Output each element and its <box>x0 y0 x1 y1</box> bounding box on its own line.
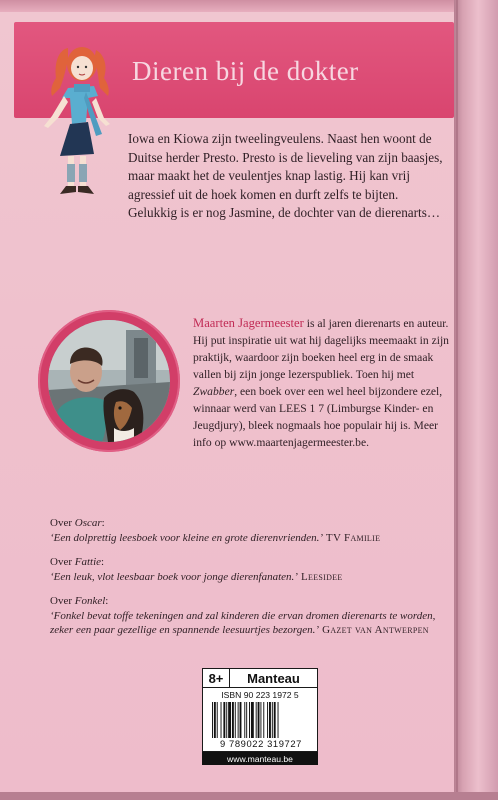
review-heading: Over Fonkel: <box>50 595 109 607</box>
age-rating: 8+ <box>202 668 230 688</box>
review-quote: ‘Een dolprettig leesboek voor kleine en grote dierenvrienden.’ TV Familie <box>50 531 381 544</box>
review-fattie <box>50 555 450 584</box>
author-bio <box>193 315 451 451</box>
review-book-title: Oscar <box>74 517 102 529</box>
author-bio-part-1: is al jaren dierenarts en auteur. Hij put inspiratie uit wat hij dagelijks meemaakt in zijn praktijk, waardoor zijn boeken heel erg in de smaak vallen bij zijn jonge lezerspubliek. Toen hij met <box>193 317 449 381</box>
author-name: Maarten Jagermeester <box>193 316 304 330</box>
girl-illustration <box>38 38 134 218</box>
barcode-label <box>202 668 318 765</box>
review-quote: ‘Een leuk, vlot leesbaar boek voor jonge dierenfanaten.’ Leesidee <box>50 570 343 583</box>
review-source: TV Familie <box>323 531 381 544</box>
author-photo <box>48 320 170 442</box>
review-source: Gazet van Antwerpen <box>319 624 429 636</box>
review-heading: Over Fattie: <box>50 556 105 568</box>
book-spine <box>454 0 498 800</box>
author-book-title: Zwabber <box>193 385 235 398</box>
ean-number: 9 789022 319727 <box>220 738 302 749</box>
spine-fold-line <box>456 0 458 800</box>
reviews-section <box>50 516 450 648</box>
review-source: Leesidee <box>297 570 343 583</box>
isbn-number: ISBN 90 223 1972 5 <box>221 690 299 700</box>
isbn-panel <box>202 688 318 752</box>
series-title: Dieren bij de dokter <box>132 56 359 86</box>
review-oscar <box>50 516 450 545</box>
review-quote: ‘Fonkel bevat toffe tekeningen and zal kinderen die ervan dromen dierenarts te worden, zeker een paar gezellige en spannende leesuurtjes bezorgen.’ Gazet van Antwerpen <box>50 609 436 636</box>
top-edge <box>0 0 498 12</box>
review-fonkel <box>50 594 450 638</box>
barcode-icon <box>212 702 312 738</box>
review-book-title: Fattie <box>74 556 102 568</box>
bottom-edge <box>0 792 498 800</box>
review-book-title: Fonkel <box>74 595 106 607</box>
review-heading: Over Oscar: <box>50 517 105 529</box>
book-blurb: Iowa en Kiowa zijn tweelingveulens. Naast hen woont de Duitse herder Presto. Presto is de lieveling van zijn baasjes, maar maakt het de veulentjes knap lastig. Hij kan vrij agressief uit de hoek komen en durft zelfs te bijten. Gelukkig is er nog Jasmine, de dochter van de dierenarts… <box>128 131 443 221</box>
age-publisher-row <box>202 668 318 688</box>
author-bio-part-2: , een boek over een wel heel bijzondere ezel, winnaar werd van LEES 1 7 (Limburgse Kinder- en Jeugdjury), bleek nogmaals hoe populair hij is. Meer info op www.maartenjagermeester.be. <box>193 385 443 449</box>
publisher-name: Manteau <box>230 668 318 688</box>
publisher-url: www.manteau.be <box>202 752 318 765</box>
